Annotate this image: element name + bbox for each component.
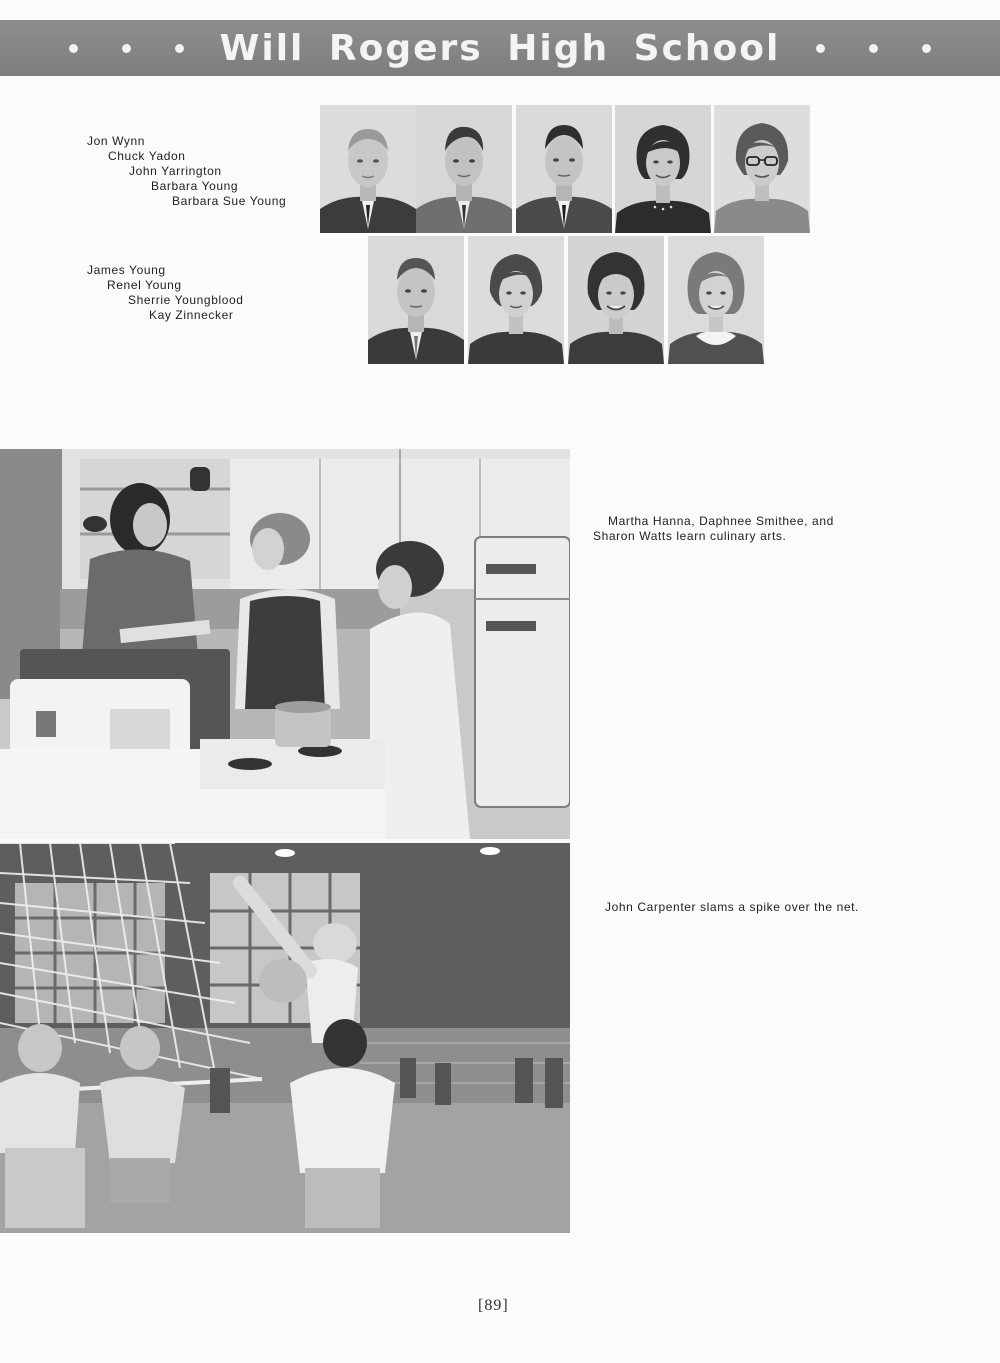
caption-line: Martha Hanna, Daphnee Smithee, and [608, 514, 834, 528]
bullet-dot [122, 44, 131, 53]
page-title: Will Rogers High School [219, 27, 781, 69]
volleyball-photo-caption [605, 900, 859, 915]
name-list-row-1 [87, 134, 286, 209]
header-banner [0, 20, 1000, 76]
caption-line: John Carpenter slams a spike over the net. [605, 900, 859, 914]
student-name: Sherrie Youngblood [128, 293, 244, 307]
student-portrait [368, 236, 464, 364]
bullet-dot [816, 44, 825, 53]
student-name: Renel Young [107, 278, 182, 292]
student-portrait [615, 105, 711, 233]
kitchen-photo [0, 449, 570, 839]
student-portrait [516, 105, 612, 233]
volleyball-photo [0, 843, 570, 1233]
bullet-dot [869, 44, 878, 53]
student-portrait [416, 105, 512, 233]
page-number: [89] [478, 1297, 509, 1314]
bullet-dot [69, 44, 78, 53]
caption-line: Sharon Watts learn culinary arts. [593, 529, 787, 543]
student-name: Jon Wynn [87, 134, 146, 148]
student-portrait [320, 105, 416, 233]
kitchen-photo-caption [593, 514, 834, 544]
student-name: James Young [87, 263, 166, 277]
student-name: Barbara Sue Young [172, 194, 287, 208]
name-list-row-2 [87, 263, 244, 323]
student-name: Chuck Yadon [108, 149, 186, 163]
student-name: John Yarrington [129, 164, 222, 178]
student-portrait [468, 236, 564, 364]
student-portrait [568, 236, 664, 364]
student-name: Kay Zinnecker [149, 308, 234, 322]
bullet-dot [175, 44, 184, 53]
student-name: Barbara Young [151, 179, 239, 193]
student-portrait [668, 236, 764, 364]
student-portrait [714, 105, 810, 233]
bullet-dot [922, 44, 931, 53]
